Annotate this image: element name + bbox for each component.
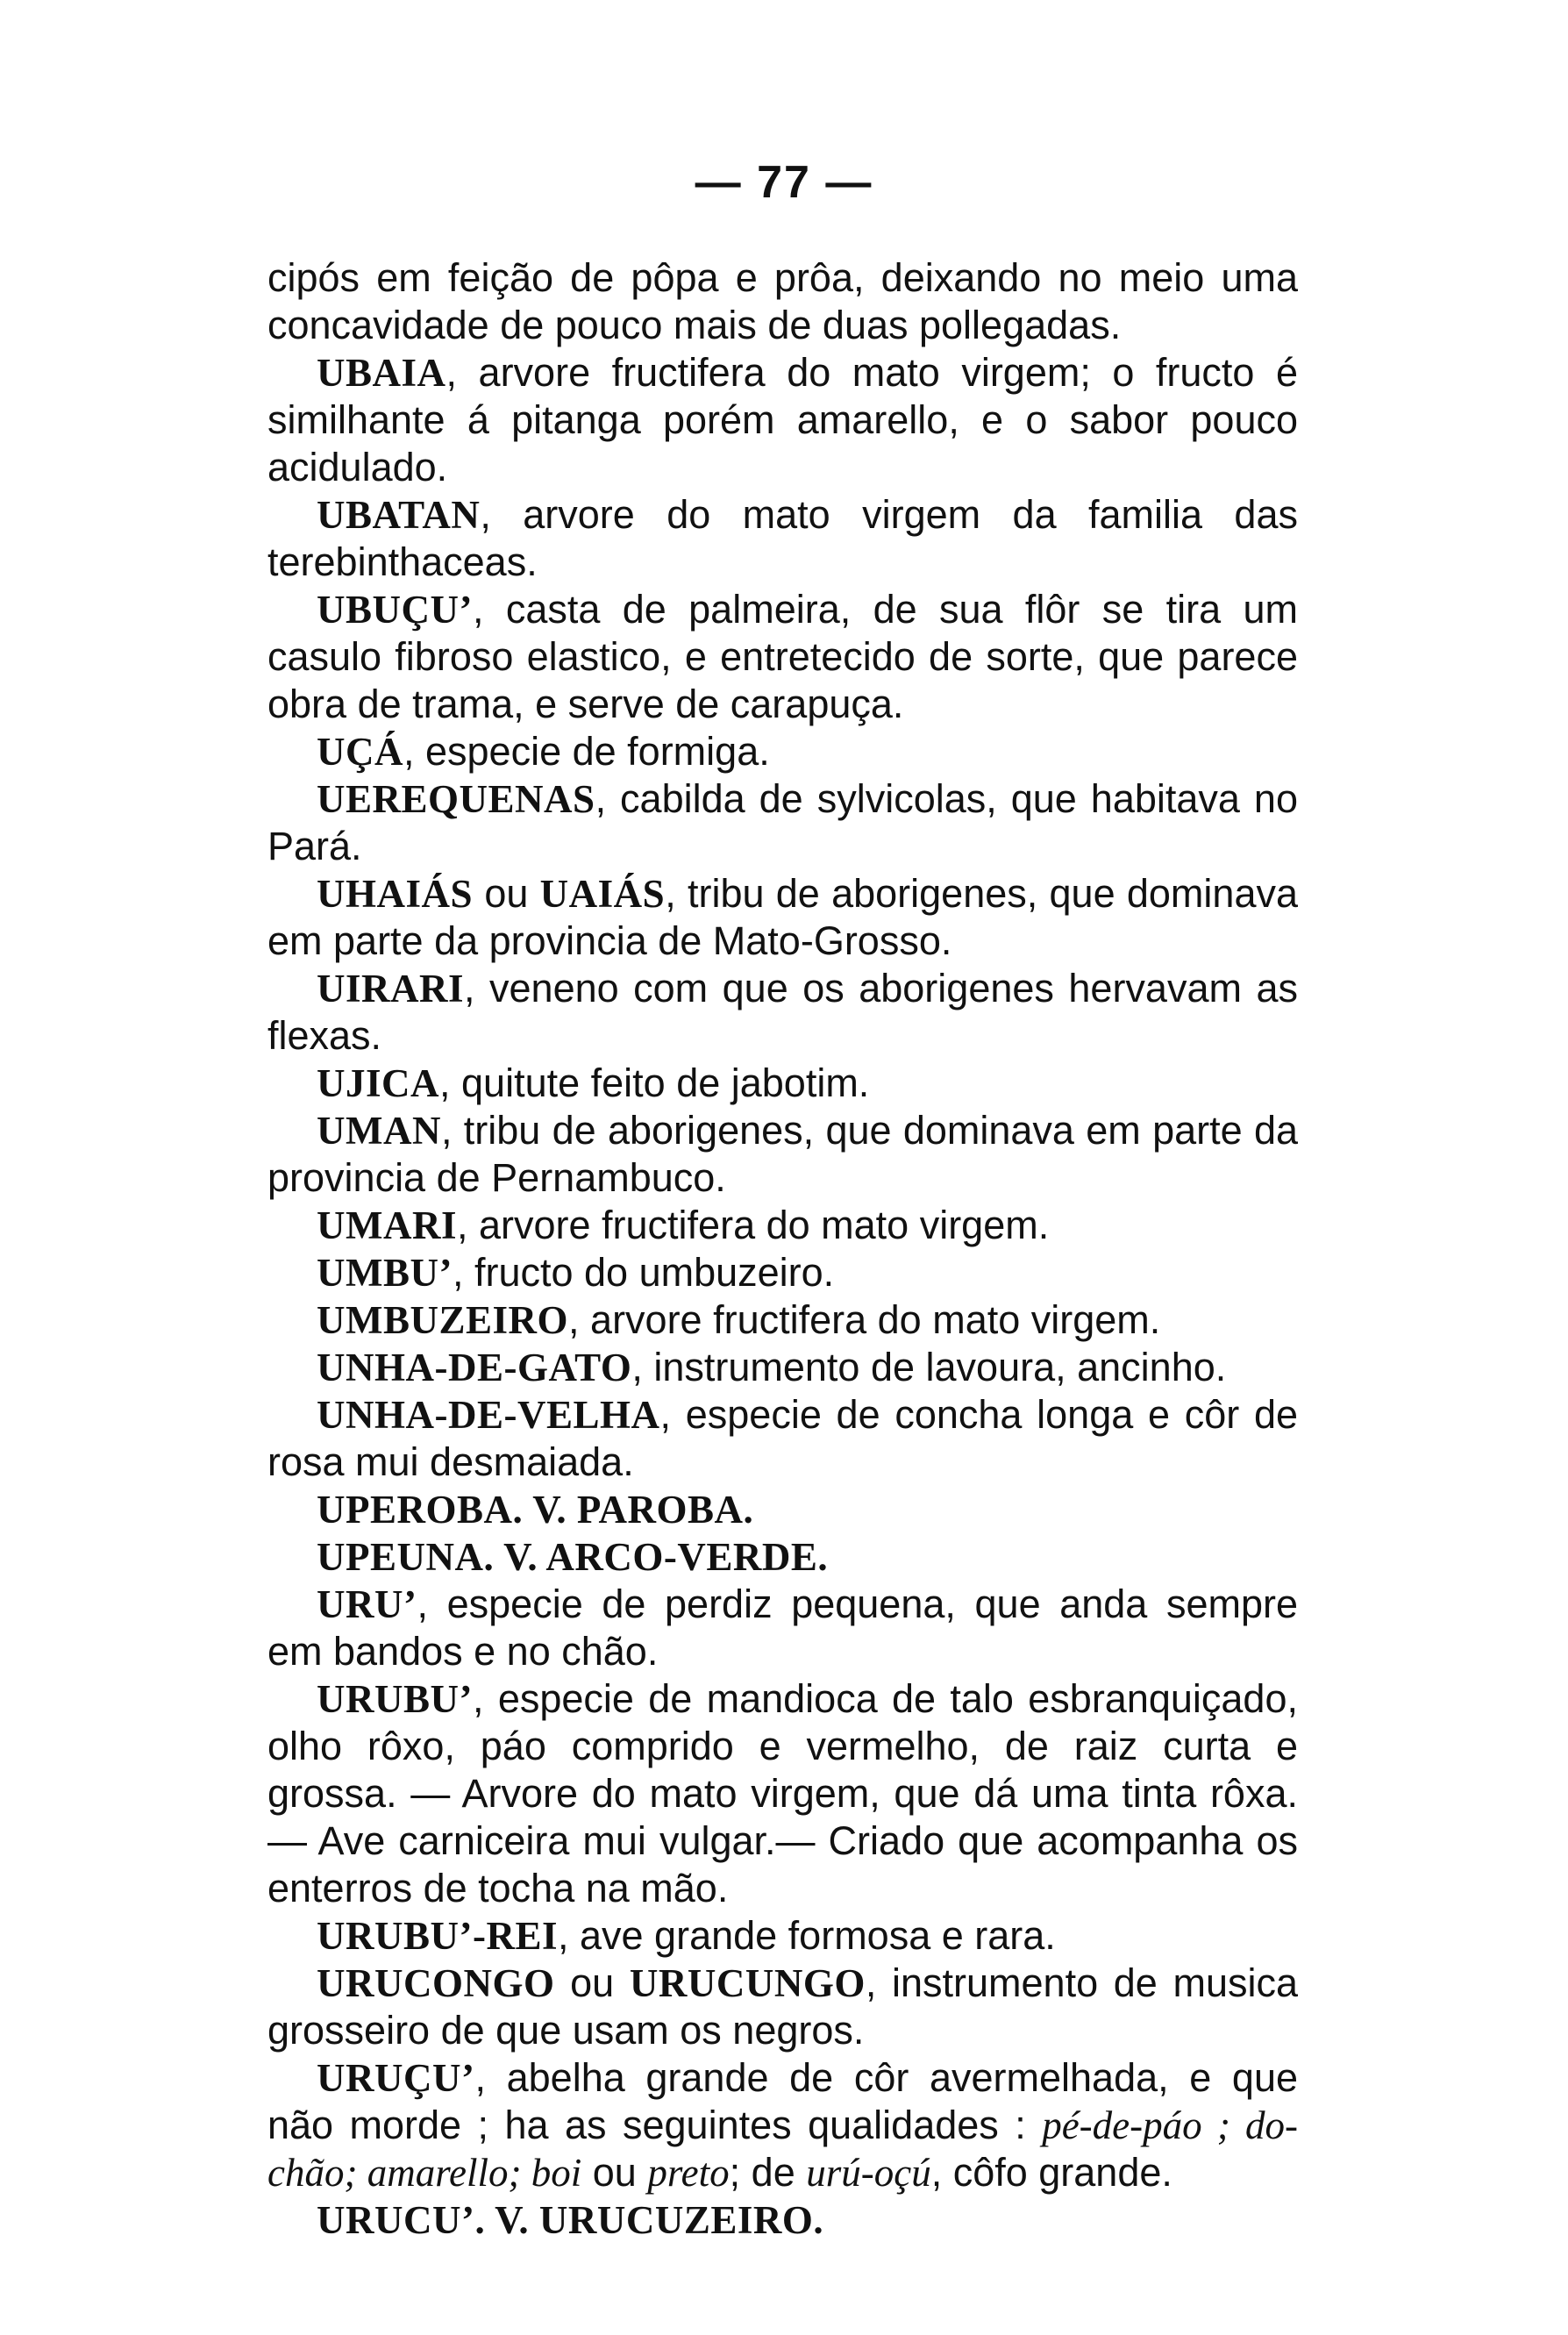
entry-headword: UMARI: [317, 1203, 457, 1247]
entry-headword: URUCU’. V. URUCUZEIRO.: [317, 2198, 824, 2242]
italic-term: urú-oçú: [806, 2151, 931, 2195]
entry-text: cipós em feição de pôpa e prôa, deixando no meio uma concavidade de pouco mais de duas pollegadas.: [267, 255, 1298, 347]
entry-text: , arvore fructifera do mato virgem.: [568, 1297, 1161, 1342]
entry-text: , cabilda de sylvicolas, que habitava no Pará.: [267, 776, 1298, 868]
entry-text: ou: [581, 2150, 648, 2195]
entry-text: , arvore fructifera do mato virgem.: [456, 1203, 1050, 1247]
entry-headword: UJICA: [317, 1061, 440, 1105]
entry-headword: UHAIÁS: [317, 872, 474, 916]
dictionary-entry: [267, 1960, 1298, 2054]
italic-term: pé-de-páo ; do-chão; amarello; boi: [267, 2103, 1299, 2195]
dictionary-entry: [267, 1296, 1298, 1344]
dictionary-entry: [267, 586, 1298, 728]
dictionary-entry: [267, 1060, 1298, 1107]
entry-text: ou: [554, 1960, 630, 2005]
dictionary-entry: [267, 1344, 1298, 1391]
entry-text: , côfo grande.: [930, 2150, 1172, 2195]
dictionary-entry: [267, 965, 1298, 1060]
dictionary-entry: [267, 491, 1298, 586]
dictionary-entry: [267, 1391, 1298, 1486]
dictionary-entry: [267, 728, 1298, 775]
entry-text: , especie de mandioca de talo esbranquiçado, olho rôxo, páo comprido e vermelho, de raiz curta e grossa. — Arvore do mato virgem, que dá uma tinta rôxa.— Ave carniceira mui vulgar.— Criado que acompanha os enterros de tocha na mão.: [267, 1676, 1298, 1910]
entry-headword: UNHA-DE-VELHA: [317, 1393, 660, 1437]
entry-headword: UMAN: [317, 1109, 441, 1153]
dictionary-entry: [267, 1581, 1298, 1675]
dictionary-entry: [267, 1912, 1298, 1960]
entry-text: , instrumento de lavoura, ancinho.: [631, 1345, 1227, 1389]
entry-headword: UMBUZEIRO: [317, 1298, 569, 1342]
dictionary-entry: [267, 1486, 1298, 1533]
dictionary-entry: [267, 1107, 1298, 1202]
dictionary-entry: [267, 1249, 1298, 1296]
entry-headword: URUCONGO: [317, 1961, 555, 2005]
dictionary-entry: [267, 1675, 1298, 1912]
entry-headword: UIRARI: [317, 967, 465, 1010]
entry-headword: UBAIA: [317, 351, 446, 395]
entry-text: , tribu de aborigenes, que dominava em parte da provincia de Mato-Grosso.: [267, 871, 1298, 963]
entry-headword: UBATAN: [317, 493, 481, 537]
dictionary-entry: [267, 2196, 1298, 2244]
entry-text: , abelha grande de côr avermelhada, e que não morde ; ha as seguintes qualidades :: [267, 2055, 1298, 2147]
page-number: — 77 —: [695, 157, 873, 208]
entry-text: ; de: [729, 2150, 807, 2195]
entry-headword: UMBU’: [317, 1251, 453, 1295]
entry-text: , casta de palmeira, de sua flôr se tira um casulo fibroso elastico, e entretecido de sorte, que parece obra de trama, e serve de carapuça.: [267, 587, 1298, 726]
entry-text: , tribu de aborigenes, que dominava em parte da provincia de Pernambuco.: [267, 1108, 1298, 1200]
dictionary-entry: [267, 2054, 1298, 2196]
entry-text: , quitute feito de jabotim.: [439, 1060, 870, 1105]
entry-headword: UÇÁ: [317, 730, 403, 774]
entry-text: , arvore fructifera do mato virgem; o fructo é similhante á pitanga porém amarello, e o sabor pouco acidulado.: [267, 350, 1298, 489]
dictionary-entry: [267, 1533, 1298, 1581]
entry-text: , instrumento de musica grosseiro de que usam os negros.: [267, 1960, 1298, 2053]
dictionary-entry: [267, 775, 1298, 870]
dictionary-entry: [267, 1202, 1298, 1249]
italic-term: preto: [647, 2151, 730, 2195]
entry-text: , especie de formiga.: [403, 729, 770, 774]
entry-headword: UNHA-DE-GATO: [317, 1346, 632, 1389]
entry-headword: UPEUNA. V. ARCO-VERDE.: [317, 1535, 829, 1579]
entry-headword: UPEROBA. V. PAROBA.: [317, 1488, 754, 1532]
dictionary-entry: [267, 349, 1298, 491]
entry-headword: URU’: [317, 1582, 417, 1626]
entry-headword: UEREQUENAS: [317, 777, 595, 821]
entry-headword: URUBU’: [317, 1677, 473, 1721]
entry-headword: URUÇU’: [317, 2056, 475, 2100]
entry-text: , arvore do mato virgem da familia das terebinthaceas.: [267, 492, 1298, 584]
entry-headword: UAIÁS: [539, 872, 666, 916]
entry-text: , ave grande formosa e rara.: [558, 1913, 1056, 1958]
entry-headword: URUCUNGO: [629, 1961, 866, 2005]
entry-text: , veneno com que os aborigenes hervavam as flexas.: [267, 966, 1298, 1058]
entry-headword: UBUÇU’: [317, 588, 473, 632]
entry-text: , fructo do umbuzeiro.: [452, 1250, 835, 1295]
entry-headword: URUBU’-REI: [317, 1914, 558, 1958]
entry-text: , especie de concha longa e côr de rosa mui desmaiada.: [267, 1392, 1298, 1484]
entry-text: ou: [473, 871, 540, 916]
continued-paragraph: [267, 254, 1298, 349]
dictionary-entries: [267, 254, 1298, 2244]
entry-text: , especie de perdiz pequena, que anda sempre em bandos e no chão.: [267, 1582, 1298, 1674]
dictionary-entry: [267, 870, 1298, 965]
